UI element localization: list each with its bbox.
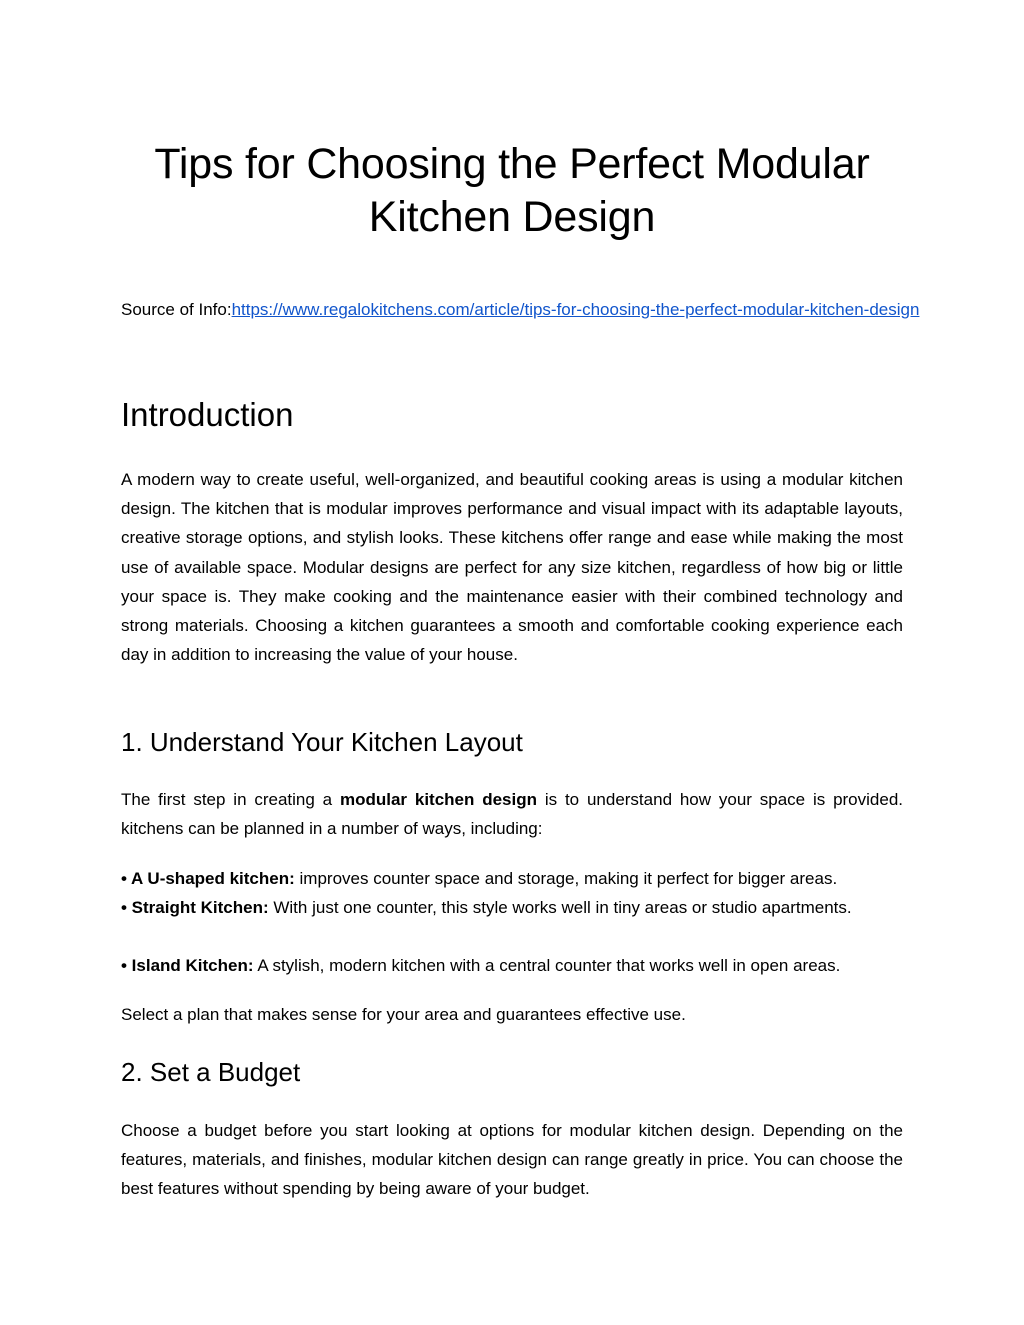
section1-para-bold: modular kitchen design (339, 790, 537, 809)
introduction-paragraph: A modern way to create useful, well-organized, and beautiful cooking areas is using a modular kitchen design. The kitchen that is modular improves performance and visual impact with its adaptable layouts, creative storage options, and stylish looks. These kitchens offer range and ease while making the most use of available space. Modular designs are perfect for any size kitchen, regardless of how big or little your space is. They make cooking and the maintenance easier with their combined technology and strong materials. Choosing a kitchen guarantees a smooth and comfortable cooking experience each day in addition to increasing the value of your house. (121, 470, 903, 665)
section1-closing: Select a plan that makes sense for your area and guarantees effective use. (121, 1005, 686, 1024)
bullet-label: • A U-shaped kitchen: (121, 869, 295, 888)
section1-heading: 1. Understand Your Kitchen Layout (121, 727, 523, 757)
section1-paragraph (121, 785, 903, 843)
introduction-heading: Introduction (121, 396, 294, 433)
source-line (121, 297, 921, 322)
section1-para-before: The first step in creating a (121, 790, 333, 809)
bullet-item-island (121, 951, 903, 980)
bullet-item-straight (121, 893, 903, 922)
bullet-item-u-shaped (121, 864, 903, 893)
section1-para-after: is to understand how your space is provided. kitchens can be planned in a number of ways, including: (121, 790, 904, 839)
bullet-text: improves counter space and storage, making it perfect for bigger areas. (299, 869, 838, 888)
source-link[interactable]: https://www.regalokitchens.com/article/tips-for-choosing-the-perfect-modular-kitchen-design (231, 300, 920, 319)
section2-heading: 2. Set a Budget (121, 1057, 301, 1087)
section2-paragraph: Choose a budget before you start looking at options for modular kitchen design. Depending on the features, materials, and finishes, modular kitchen design can range greatly in price. You can choose the best features without spending by being aware of your budget. (121, 1121, 903, 1199)
bullet-text: With just one counter, this style works well in tiny areas or studio apartments. (273, 898, 852, 917)
bullet-text: A stylish, modern kitchen with a central counter that works well in open areas. (257, 956, 841, 975)
source-label: Source of Info: (121, 300, 232, 319)
bullet-label: • Island Kitchen: (121, 956, 254, 975)
document-title: Tips for Choosing the Perfect Modular Kitchen Design (154, 140, 870, 241)
bullet-label: • Straight Kitchen: (121, 898, 269, 917)
